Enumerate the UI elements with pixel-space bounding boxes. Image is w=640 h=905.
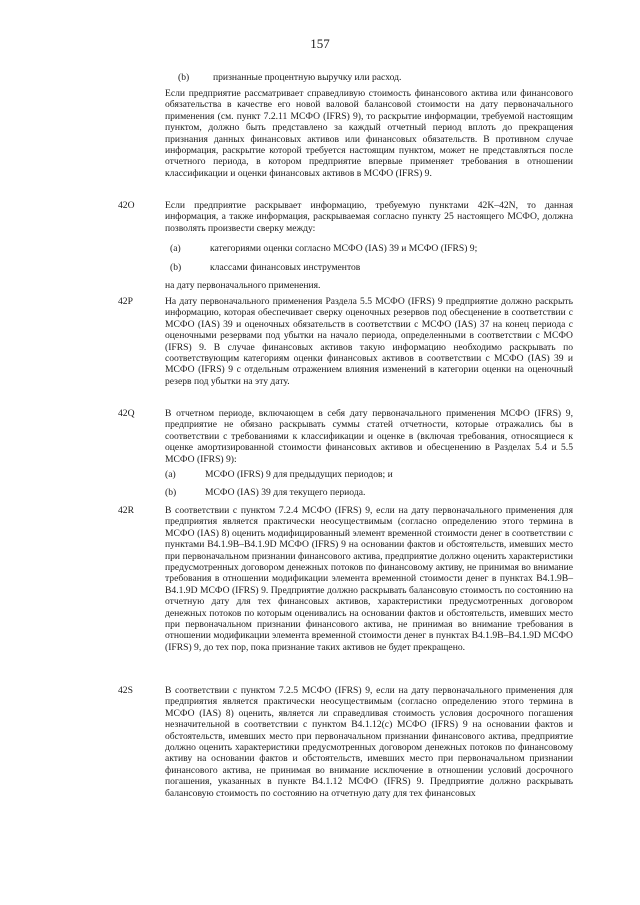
list-item-label: (a) [170,243,181,254]
page-number: 157 [310,36,330,51]
paragraph-text: В соответствии с пунктом 7.2.4 МСФО (IFRS) 9, если на дату первоначального применения для предприятия является практически неосуществимым (согласно определению этого термина в МСФО (IAS) 8) оценить модифицированный элемент временной стоимости денег в соответствии с пунктами B4.1.9B–B4.1.9D МСФО (IFRS) 9 на основании фактов и обстоятельств, имевших место при первоначальном признании финансового актива, предприятие должно оценить характеристики предусмотренных договором денежных потоков по финансовому активу, не принимая во внимание требования в отношении модификации элемента временной стоимости денег в пунктах B4.1.9B–B4.1.9D МСФО (IFRS) 9. Предприятие должно раскрывать балансовую стоимость по состоянию на отчетную дату для тех финансовых активов, характеристики предусмотренных договором денежных потоков по которым оценивались на основании фактов и обстоятельств, имевших место при первоначальном признании финансового актива, не принимая во внимание требования в отношении модификации элемента временной стоимости денег в пунктах B4.1.9B–B4.1.9D МСФО (IFRS) 9, до тех пор, пока признание таких активов не будет прекращено. [165,505,573,653]
list-item-text: классами финансовых инструментов [210,262,361,273]
section-number: 42Q [118,408,135,419]
list-item-text: МСФО (IFRS) 9 для предыдущих периодов; и [205,469,393,480]
section-number: 42S [118,685,133,696]
list-item-text: МСФО (IAS) 39 для текущего периода. [205,487,366,498]
section-paragraph [165,408,573,465]
section-paragraph [165,505,573,653]
paragraph-text: В отчетном периоде, включающем в себя дату первоначального применения МСФО (IFRS) 9, предприятие не обязано раскрывать суммы статей отчетности, которые отражались бы в соответствии с требованиями к классификации и оценке в (включая требования, относящиеся к оценке амортизированной стоимости финансовых активов и обесценению в Разделах 5.4 и 5.5 МСФО (IFRS) 9): [165,408,573,465]
list-item-label: (b) [170,262,182,273]
section-number: 42R [118,505,134,516]
section-paragraph [165,296,573,387]
paragraph-text: В соответствии с пунктом 7.2.5 МСФО (IFRS) 9, если на дату первоначального применения для предприятия является практически неосуществимым (согласно определению этого термина в МСФО (IAS) 8) оценить, является ли справедливая стоимость условия досрочного погашения незначительной в соответствии с пунктом B4.1.12(c) МСФО (IFRS) 9 на основании фактов и обстоятельств, имевших место при первоначальном признании финансового актива, предприятие должно оценить характеристики предусмотренных договором денежных потоков по финансовому активу на основании фактов и обстоятельств, имевших место при первоначальном признании финансового актива, не принимая во внимание исключение в отношении условий досрочного погашения, указанных в пункте B4.1.12 МСФО (IFRS) 9. Предприятие должно раскрывать балансовую стоимость по состоянию на отчетную дату для тех финансовых [165,685,573,799]
section-number: 42P [118,296,133,307]
paragraph-text: Если предприятие рассматривает справедливую стоимость финансового актива или финансового обязательства в качестве его новой валовой балансовой стоимости на дату первоначального применения (см. пункт 7.2.11 МСФО (IFRS) 9), то раскрытие информации, требуемой настоящим пунктом, должно быть представлено за каждый отчетный период вплоть до прекращения признания данных финансовых активов или финансовых обязательств. В противном случае информация, раскрытие которой требуется настоящим пунктом, может не представляться после отчетного периода, в котором предприятие впервые применяет требования в отношении классификации и оценки финансовых активов в МСФО (IFRS) 9. [165,88,573,179]
list-item-label: (b) [165,487,177,498]
section-paragraph [165,200,573,234]
section-number: 42O [118,200,135,211]
list-item-label: (a) [165,469,176,480]
paragraph-text: Если предприятие раскрывает информацию, требуемую пунктами 42K–42N, то данная информация, а также информация, раскрываемая согласно пункту 25 настоящего МСФО, должна позволять произвести сверку между: [165,200,573,234]
paragraph-text: На дату первоначального применения Раздела 5.5 МСФО (IFRS) 9 предприятие должно раскрыть информацию, которая обеспечивает сверку оценочных резервов под обесценение в соответствии с МСФО (IAS) 39 и оценочных обязательств в соответствии с МСФО (IAS) 37 на конец периода с оценочными резервами под убытки на начало периода, определенными в соответствии с МСФО (IFRS) 9. В случае финансовых активов такую информацию необходимо раскрывать по соответствующим категориям оценки финансовых активов в соответствии с МСФО (IAS) 39 и МСФО (IFRS) 9 с отдельным отражением влияния изменений в категории оценки на оценочный резерв под убытки на эту дату. [165,296,573,387]
list-item-text: категориями оценки согласно МСФО (IAS) 39 и МСФО (IFRS) 9; [210,243,478,254]
intro-paragraph [165,88,573,179]
section-paragraph [165,685,573,799]
paragraph-text: на дату первоначального применения. [165,280,321,291]
list-item-label: (b) [178,72,190,83]
list-item-text: признанные процентную выручку или расход. [213,72,402,83]
